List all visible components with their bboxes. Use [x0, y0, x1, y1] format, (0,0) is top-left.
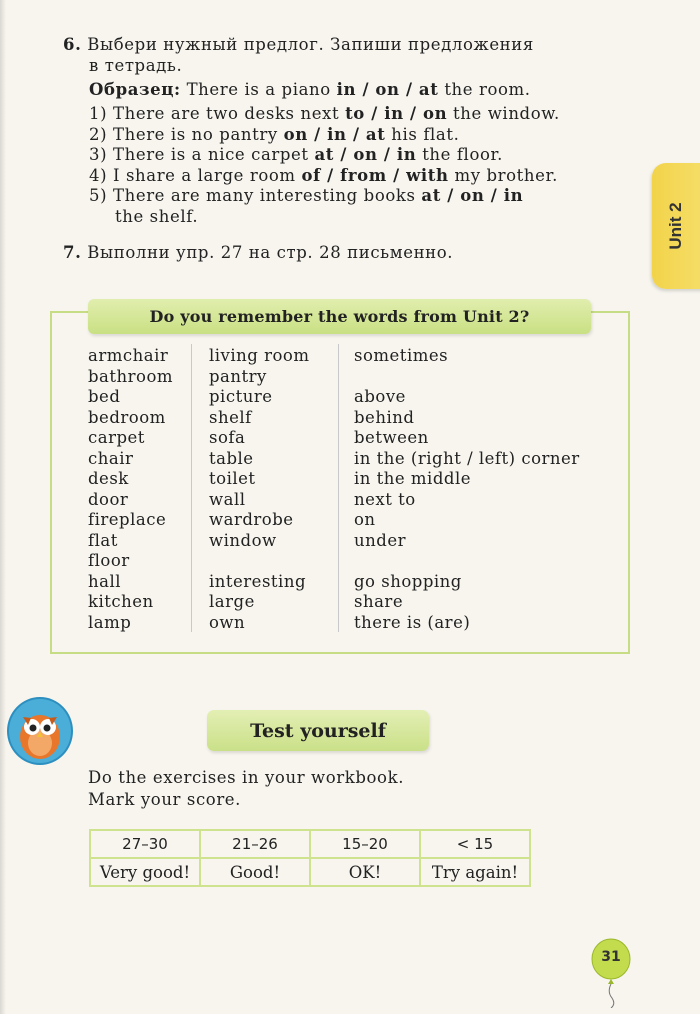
page-number-balloon: [591, 938, 631, 982]
test-line-1: Do the exercises in your workbook.: [88, 768, 405, 787]
word-column-2: [209, 346, 310, 633]
word-item: behind: [354, 407, 415, 427]
word-item: living room: [209, 346, 310, 365]
word-item: hall: [88, 571, 122, 591]
word-column-3: [354, 346, 580, 633]
word-item: shelf: [209, 407, 252, 427]
item-number: 1): [89, 104, 108, 123]
word-item: wall: [209, 489, 246, 509]
item-text-end: the floor.: [422, 145, 504, 164]
ex7-number: 7.: [63, 243, 82, 262]
word-item: table: [209, 448, 254, 468]
ex7: [63, 243, 453, 262]
ex6-instruction: [63, 35, 534, 54]
score-grade: Very good!: [90, 858, 200, 886]
column-divider: [191, 344, 192, 632]
score-grade: Good!: [200, 858, 310, 886]
word-item: next to: [354, 489, 416, 509]
example-label: Образец:: [89, 80, 181, 99]
word-item: interesting: [209, 571, 307, 591]
page-edge-shadow: [0, 0, 6, 1014]
word-item: sometimes: [354, 346, 449, 365]
ex6-item-3: [89, 145, 503, 164]
item-number: 5): [89, 186, 108, 205]
word-item: fireplace: [88, 510, 167, 529]
item-text: There are many interesting books: [113, 186, 416, 205]
ex6-item-1: [89, 104, 560, 123]
word-item: own: [209, 612, 246, 632]
test-yourself-title: Test yourself: [207, 710, 429, 751]
item-text: I share a large room: [113, 165, 296, 185]
word-item: bed: [88, 387, 121, 406]
ex7-text: Выполни упр. 27 на стр. 28 письменно.: [87, 243, 454, 262]
ex6-instruction-line1: Выбери нужный предлог. Запиши предложения: [87, 35, 534, 54]
word-item: carpet: [88, 428, 145, 447]
item-text-end: the window.: [453, 104, 560, 123]
word-item: desk: [88, 469, 129, 488]
ex6-example: [89, 80, 531, 99]
word-item: [354, 367, 580, 388]
word-item: under: [354, 530, 406, 550]
item-choices: to / in / on: [345, 104, 448, 123]
word-item: chair: [88, 448, 134, 468]
score-grade-row: [90, 858, 530, 886]
score-range: < 15: [420, 830, 530, 858]
word-item: bathroom: [88, 366, 174, 386]
score-range: 15–20: [310, 830, 420, 858]
item-number: 3): [89, 145, 108, 164]
word-item: floor: [88, 551, 130, 570]
column-divider: [338, 344, 339, 632]
word-item: lamp: [88, 612, 132, 632]
ex6-item-4: [89, 166, 558, 185]
ex6-item-5: [89, 186, 523, 205]
item-number: 4): [89, 165, 108, 185]
word-item: door: [88, 489, 129, 509]
word-item: large: [209, 592, 255, 611]
word-box-title: Do you remember the words from Unit 2?: [88, 299, 591, 334]
word-item: picture: [209, 387, 273, 406]
word-item: [209, 551, 310, 572]
score-grade: OK!: [310, 858, 420, 886]
word-item: wardrobe: [209, 510, 294, 529]
word-item: on: [354, 510, 376, 529]
unit-tab-label: Unit 2: [666, 202, 685, 250]
test-line-2: Mark your score.: [88, 790, 242, 809]
word-item: kitchen: [88, 592, 154, 611]
page-number: 31: [601, 949, 621, 965]
item-number: 2): [89, 124, 108, 144]
score-table: [89, 829, 531, 887]
word-item: in the middle: [354, 469, 472, 488]
word-item: above: [354, 387, 406, 406]
item-text: There are two desks next: [113, 104, 340, 123]
item-text: There is a nice carpet: [113, 145, 309, 164]
example-pre: There is a piano: [186, 80, 331, 99]
word-item: there is (are): [354, 612, 471, 632]
word-item: [354, 551, 580, 572]
word-item: sofa: [209, 428, 246, 447]
ex6-item-5-cont: the shelf.: [115, 206, 199, 226]
item-choices: at / on / in: [421, 186, 524, 205]
item-text-end: his flat.: [391, 124, 460, 144]
word-item: between: [354, 428, 429, 447]
word-item: in the (right / left) corner: [354, 448, 580, 468]
word-item: toilet: [209, 469, 256, 488]
example-post: the room.: [444, 80, 531, 99]
score-range: 21–26: [200, 830, 310, 858]
unit-tab: [652, 163, 700, 289]
ex6-number: 6.: [63, 35, 82, 54]
score-grade: Try again!: [420, 858, 530, 886]
word-item: share: [354, 592, 404, 611]
item-choices: on / in / at: [283, 124, 386, 144]
word-item: pantry: [209, 366, 267, 386]
word-item: armchair: [88, 346, 169, 365]
word-column-1: [88, 346, 173, 633]
word-item: bedroom: [88, 407, 166, 427]
word-item: go shopping: [354, 571, 462, 591]
word-item: flat: [88, 530, 118, 550]
score-range: 27–30: [90, 830, 200, 858]
owl-icon: [7, 697, 73, 765]
item-text: There is no pantry: [113, 124, 278, 144]
ex6-instruction-line2: в тетрадь.: [89, 56, 183, 75]
item-text-end: my brother.: [454, 165, 559, 185]
item-choices: of / from / with: [301, 165, 449, 185]
item-choices: at / on / in: [314, 145, 417, 164]
ex6-item-2: [89, 125, 459, 144]
word-item: window: [209, 530, 277, 550]
example-choices: in / on / at: [336, 80, 439, 99]
score-range-row: [90, 830, 530, 858]
